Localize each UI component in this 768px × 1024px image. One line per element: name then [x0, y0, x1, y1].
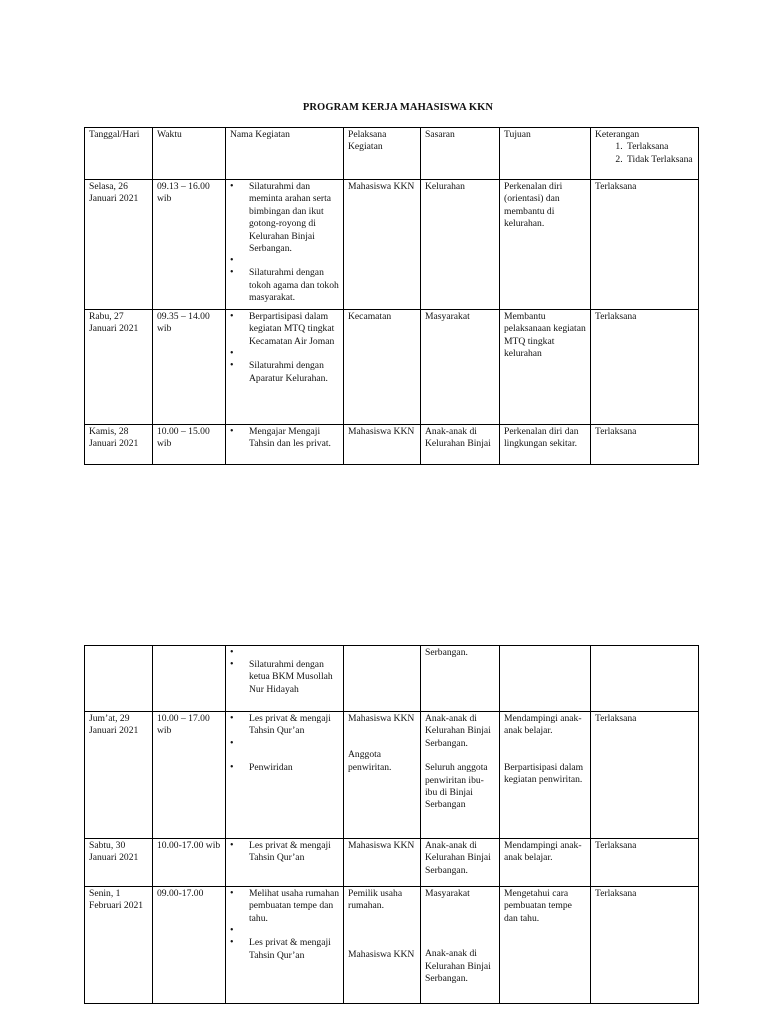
keterangan-option: 2. Tidak Terlaksana	[625, 154, 695, 166]
activity-list	[230, 647, 340, 696]
cell-tanggal: Selasa, 26 Januari 2021	[85, 180, 153, 310]
cell-tanggal	[85, 646, 153, 712]
cell-kegiatan	[226, 839, 344, 887]
activity-list	[230, 426, 340, 451]
spacer	[230, 925, 340, 937]
cell-pelaksana	[344, 887, 421, 1004]
cell-kegiatan	[226, 646, 344, 712]
cell-tujuan	[500, 646, 591, 712]
sasaran-entry: Seluruh anggota penwiritan ibu-ibu di Binjai Serbangan	[425, 762, 488, 811]
spacer	[230, 255, 340, 267]
keterangan-option: 1. Terlaksana	[625, 141, 695, 153]
spacer	[425, 750, 496, 762]
sasaran-entry: Anak-anak di Kelurahan Binjai Serbangan.	[425, 948, 491, 985]
cell-tujuan: Mendampingi anak-anak belajar.	[500, 839, 591, 887]
tujuan-entry: Mendampingi anak-anak belajar.	[504, 713, 582, 737]
cell-waktu: 09.35 – 14.00 wib	[153, 310, 226, 425]
cell-waktu: 10.00 – 15.00 wib	[153, 425, 226, 465]
tujuan-entry: Berpartisipasi dalam kegiatan penwiritan.	[504, 761, 584, 786]
table-row	[85, 425, 699, 465]
activity-list	[230, 311, 340, 385]
cell-pelaksana: Mahasiswa KKN	[344, 839, 421, 887]
activity-item: • Silaturahmi dengan ketua BKM Musollah Nur Hidayah	[230, 659, 340, 696]
cell-tujuan: Perkenalan diri dan lingkungan sekitar.	[500, 425, 591, 465]
cell-kegiatan	[226, 310, 344, 425]
cell-keterangan: Terlaksana	[591, 425, 699, 465]
cell-sasaran	[421, 712, 500, 839]
table-row	[85, 180, 699, 310]
table-row	[85, 310, 699, 425]
activity-item: • Les privat & mengaji Tahsin Qur’an	[230, 840, 340, 865]
cell-waktu: 09.00-17.00	[153, 887, 226, 1004]
activity-item: • Silaturahmi dengan Aparatur Kelurahan.	[230, 360, 340, 385]
cell-keterangan: Terlaksana	[591, 310, 699, 425]
cell-keterangan: Terlaksana	[591, 887, 699, 1004]
activity-item: • Mengajar Mengaji Tahsin dan les privat.	[230, 426, 340, 451]
table-row	[85, 887, 699, 1004]
spacer	[230, 647, 340, 659]
sasaran-entry: Anak-anak di Kelurahan Binjai Serbangan.	[425, 713, 491, 749]
cell-pelaksana: Mahasiswa KKN	[344, 180, 421, 310]
cell-tujuan: Mengetahui cara pembuatan tempe dan tahu.	[500, 887, 591, 1004]
cell-kegiatan	[226, 887, 344, 1004]
spacer	[348, 913, 417, 949]
cell-kegiatan	[226, 180, 344, 310]
cell-tanggal: Rabu, 27 Januari 2021	[85, 310, 153, 425]
table-row	[85, 839, 699, 887]
cell-sasaran: Anak-anak di Kelurahan Binjai	[421, 425, 500, 465]
document-title: PROGRAM KERJA MAHASISWA KKN	[302, 102, 494, 113]
pelaksana-entry: Mahasiswa KKN	[348, 713, 415, 724]
table-row	[85, 712, 699, 839]
activity-list	[230, 713, 340, 774]
cell-waktu	[153, 646, 226, 712]
cell-keterangan	[591, 646, 699, 712]
table-row-continued	[85, 646, 699, 712]
activity-list	[230, 888, 340, 962]
cell-waktu: 10.00-17.00 wib	[153, 839, 226, 887]
activity-item: • Silaturahmi dan meminta arahan serta bimbingan dan ikut gotong-royong di Kelurahan Binjai Serbangan.	[230, 181, 340, 255]
pelaksana-entry: Anggota penwiritan.	[348, 749, 392, 773]
cell-keterangan: Terlaksana	[591, 839, 699, 887]
activity-item: • Penwiridan	[230, 762, 340, 774]
cell-sasaran: Kelurahan	[421, 180, 500, 310]
pelaksana-entry: Pemilik usaha rumahan.	[348, 888, 403, 912]
spacer	[230, 348, 340, 360]
cell-pelaksana	[344, 712, 421, 839]
header-kegiatan: Nama Kegiatan	[226, 128, 344, 180]
spacer	[348, 725, 417, 749]
cell-tanggal: Senin, 1 Februari 2021	[85, 887, 153, 1004]
header-keterangan-label: Keterangan	[595, 129, 640, 140]
spacer	[425, 900, 496, 948]
activity-item: • Les privat & mengaji Tahsin Qur’an	[230, 713, 340, 738]
cell-tanggal: Sabtu, 30 Januari 2021	[85, 839, 153, 887]
header-pelaksana: Pelaksana Kegiatan	[344, 128, 421, 180]
header-sasaran: Sasaran	[421, 128, 500, 180]
cell-tujuan	[500, 712, 591, 839]
table-header-row	[85, 128, 699, 180]
activity-list	[230, 181, 340, 305]
cell-sasaran: Masyarakat	[421, 310, 500, 425]
cell-sasaran: Serbangan.	[421, 646, 500, 712]
cell-pelaksana: Kecamatan	[344, 310, 421, 425]
activity-item: • Berpartisipasi dalam kegiatan MTQ tingkat Kecamatan Air Joman	[230, 311, 340, 348]
cell-waktu: 10.00 – 17.00 wib	[153, 712, 226, 839]
cell-sasaran	[421, 887, 500, 1004]
cell-keterangan: Terlaksana	[591, 180, 699, 310]
spacer	[230, 738, 340, 762]
cell-pelaksana	[344, 646, 421, 712]
header-waktu: Waktu	[153, 128, 226, 180]
program-table-page-2	[84, 645, 699, 1004]
cell-tujuan: Membantu pelaksanaan kegiatan MTQ tingkat kelurahan	[500, 310, 591, 425]
cell-tanggal: Jum’at, 29 Januari 2021	[85, 712, 153, 839]
header-tujuan: Tujuan	[500, 128, 591, 180]
cell-waktu: 09.13 – 16.00 wib	[153, 180, 226, 310]
header-tanggal: Tanggal/Hari	[85, 128, 153, 180]
pelaksana-entry: Mahasiswa KKN	[348, 948, 415, 960]
activity-list	[230, 840, 340, 865]
cell-tujuan: Perkenalan diri (orientasi) dan membantu di kelurahan.	[500, 180, 591, 310]
header-keterangan	[591, 128, 699, 180]
keterangan-options-list	[595, 141, 695, 166]
cell-kegiatan	[226, 712, 344, 839]
cell-tanggal: Kamis, 28 Januari 2021	[85, 425, 153, 465]
program-table-page-1	[84, 127, 699, 465]
activity-item: • Silaturahmi dengan tokoh agama dan tokoh masyarakat.	[230, 267, 340, 304]
activity-item: • Melihat usaha rumahan pembuatan tempe dan tahu.	[230, 888, 340, 925]
activity-item: • Les privat & mengaji Tahsin Qur’an	[230, 937, 340, 962]
spacer	[504, 738, 587, 762]
cell-sasaran: Anak-anak di Kelurahan Binjai Serbangan.	[421, 839, 500, 887]
sasaran-entry: Masyarakat	[425, 888, 470, 899]
cell-kegiatan	[226, 425, 344, 465]
cell-pelaksana: Mahasiswa KKN	[344, 425, 421, 465]
cell-keterangan: Terlaksana	[591, 712, 699, 839]
